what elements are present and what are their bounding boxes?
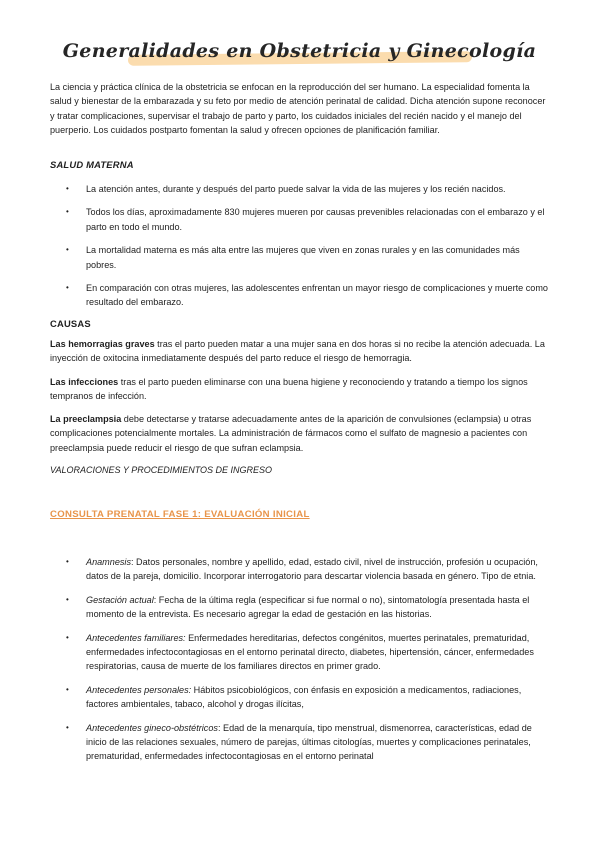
bullet-icon: •: [66, 245, 69, 255]
list-item: • Todos los días, aproximadamente 830 mujeres mueren por causas prevenibles relacionadas con el embarazo y el parto en todo el mundo.: [66, 207, 545, 232]
list-item: • Antecedentes gineco-obstétricos: Edad de la menarquía, tipo menstrual, dismenorrea, características, edad de inicio de las relaciones sexuales, número de parejas, últimas citologías, muertes y complicaciones perinatales, prematuridad, enfermedades infectocontagiosas en el entorno perinatal: [66, 722, 532, 762]
bullet-icon: •: [66, 594, 69, 604]
salud-heading: SALUD MATERNA: [50, 159, 134, 170]
page-title: Generalidades en Obstetricia y Ginecología: [62, 40, 537, 62]
list-item: • Antecedentes personales: Hábitos psicobiológicos, con énfasis en exposición a medicamentos, radiaciones, factores ambientales, tabaco, alcohol y drogas ilícitas,: [66, 684, 522, 710]
intro-paragraph: La ciencia y práctica clínica de la obstetricia se enfocan en la reproducción del ser humano. La especialidad fomenta la salud y bienestar de la embarazada y su feto por medio de atención perinatal de calidad. Dicha atención supone reconocer y tratar complicaciones, supervisar el trabajo de parto y parto, los cuidados iniciales del recién nacido y el manejo del puerperio. Los cuidados postparto fomentan la salud y ofrecen opciones de planificación familiar.: [50, 82, 546, 136]
valoraciones-heading: VALORACIONES Y PROCEDIMIENTOS DE INGRESO: [50, 465, 273, 475]
consulta-heading: CONSULTA PRENATAL FASE 1: EVALUACIÓN INICIAL: [50, 509, 310, 520]
bullet-icon: •: [66, 283, 69, 293]
list-item: • La mortalidad materna es más alta entre las mujeres que viven en zonas rurales y en las comunidades más pobres.: [66, 245, 520, 270]
bullet-icon: •: [66, 184, 69, 193]
causas-paragraph-3: La preeclampsia debe detectarse y tratarse adecuadamente antes de la aparición de convulsiones (eclampsia) u otras complicaciones potencialmente mortales. La administración de fármacos como el sulfato de magnesio a pacientes con preeclampsia puede reducir el riesgo de que sufran eclampsia.: [50, 414, 532, 453]
list-item: • Anamnesis: Datos personales, nombre y apellido, edad, estado civil, nivel de instrucción, profesión u ocupación, datos de la pareja, domicilio. Incorporar interrogatorio para descartar violencia basada en género. Tipo de etnia.: [66, 557, 538, 582]
salud-list: [50, 182, 550, 310]
causas-heading: CAUSAS: [50, 318, 91, 329]
list-item: • La atención antes, durante y después del parto puede salvar la vida de las mujeres y los recién nacidos.: [50, 182, 550, 196]
list-item: • Gestación actual: Fecha de la última regla (especificar si fue normal o no), sintomatología presentada hasta el momento de la entrevista. Es necesario agregar la edad de gestación en las historias.: [66, 594, 530, 620]
bullet-icon: •: [66, 207, 69, 217]
bullet-icon: •: [66, 684, 69, 694]
title-block: [0, 36, 599, 70]
causas-paragraph-1: Las hemorragias graves tras el parto pueden matar a una mujer sana en dos horas si no recibe la atención adecuada. La inyección de oxitocina inmediatamente después del parto reduce el riesgo de hemorragia.: [50, 339, 545, 364]
bullet-icon: •: [66, 632, 69, 642]
bullet-icon: •: [66, 722, 69, 732]
causas-paragraph-2: Las infecciones tras el parto pueden eliminarse con una buena higiene y reconociendo y tratando a tiempo los signos tempranos de infección.: [50, 377, 528, 402]
bullet-icon: •: [66, 557, 69, 566]
list-item: • Antecedentes familiares: Enfermedades hereditarias, defectos congénitos, muertes perinatales, prematuridad, enfermedades infectocontagiosas en el entorno perinatal directo, diabetes, hipertensión, cáncer, enfermedades respiratorias, causa de muerte de los familiares directos en primer grado.: [66, 632, 534, 672]
consulta-list: [50, 555, 550, 764]
list-item: • En comparación con otras mujeres, las adolescentes enfrentan un mayor riesgo de complicaciones y muerte como resultado del embarazo.: [66, 283, 548, 308]
